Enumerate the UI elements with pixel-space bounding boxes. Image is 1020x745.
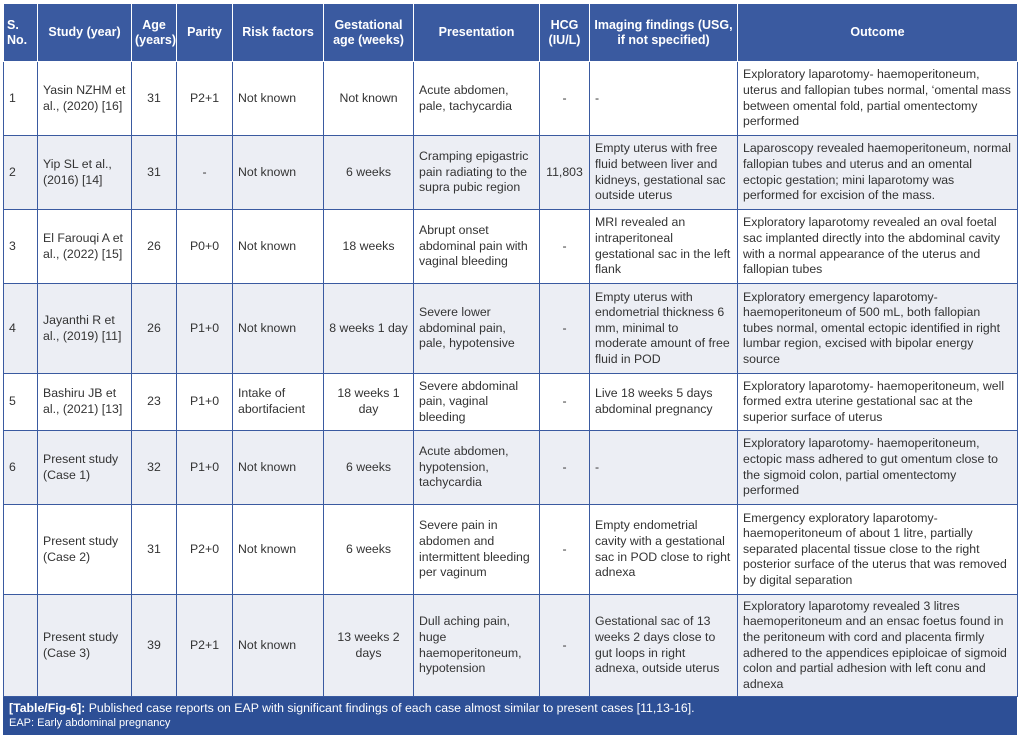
table-caption (3, 697, 1017, 735)
cell-age: 26 (132, 210, 177, 284)
cell-imaging-findings: Gestational sac of 13 weeks 2 days close to gut loops in right adnexa, outside uterus (590, 595, 738, 697)
cell-sno: 3 (4, 210, 38, 284)
caption-text: Published case reports on EAP with significant findings of each case almost similar to present cases [11,13-16]. (88, 701, 695, 715)
case-reports-table (3, 3, 1018, 697)
cell-imaging-findings: - (590, 62, 738, 136)
cell-imaging-findings: - (590, 431, 738, 505)
cell-sno: 4 (4, 284, 38, 374)
cell-gestational-age: 18 weeks 1 day (324, 374, 414, 431)
cell-hcg: - (540, 374, 590, 431)
table-container (3, 3, 1017, 735)
cell-study: Bashiru JB et al., (2021) [13] (38, 374, 132, 431)
cell-gestational-age: 6 weeks (324, 505, 414, 595)
table-row (4, 284, 1018, 374)
header-risk-factors: Risk factors (233, 4, 324, 62)
cell-gestational-age: 13 weeks 2 days (324, 595, 414, 697)
cell-parity: P1+0 (177, 284, 233, 374)
cell-study: Present study (Case 1) (38, 431, 132, 505)
cell-outcome: Exploratory laparotomy- haemoperitoneum, well formed extra uterine gestational sac at the superior surface of uterus (738, 374, 1018, 431)
cell-parity: P2+1 (177, 62, 233, 136)
cell-presentation: Severe pain in abdomen and intermittent bleeding per vaginum (414, 505, 540, 595)
cell-study: El Farouqi A et al., (2022) [15] (38, 210, 132, 284)
header-sno: S. No. (4, 4, 38, 62)
cell-risk-factors: Not known (233, 431, 324, 505)
cell-outcome: Exploratory laparotomy- haemoperitoneum, uterus and fallopian tubes normal, ‘omental mass between omental fold, partial omentectomy performed (738, 62, 1018, 136)
cell-age: 23 (132, 374, 177, 431)
caption-label: [Table/Fig-6]: (9, 701, 86, 715)
header-gestational-age: Gestational age (weeks) (324, 4, 414, 62)
cell-study: Yip SL et al., (2016) [14] (38, 136, 132, 210)
cell-hcg: 11,803 (540, 136, 590, 210)
cell-risk-factors: Not known (233, 210, 324, 284)
cell-sno: 1 (4, 62, 38, 136)
cell-presentation: Severe abdominal pain, vaginal bleeding (414, 374, 540, 431)
table-row (4, 62, 1018, 136)
cell-gestational-age: 6 weeks (324, 136, 414, 210)
cell-parity: P1+0 (177, 374, 233, 431)
cell-imaging-findings: Live 18 weeks 5 days abdominal pregnancy (590, 374, 738, 431)
cell-age: 31 (132, 62, 177, 136)
cell-sno: 2 (4, 136, 38, 210)
cell-age: 31 (132, 136, 177, 210)
cell-sno: 6 (4, 431, 38, 505)
cell-study: Present study (Case 2) (38, 505, 132, 595)
table-row (4, 595, 1018, 697)
cell-outcome: Exploratory laparotomy- haemoperitoneum, ectopic mass adhered to gut omentum close to the sigmoid colon, partial omentectomy performed (738, 431, 1018, 505)
table-body (4, 62, 1018, 697)
cell-parity: P1+0 (177, 431, 233, 505)
cell-risk-factors: Not known (233, 595, 324, 697)
cell-imaging-findings: Empty uterus with endometrial thickness 6 mm, minimal to moderate amount of free fluid in POD (590, 284, 738, 374)
cell-presentation: Acute abdomen, pale, tachycardia (414, 62, 540, 136)
cell-hcg: - (540, 505, 590, 595)
cell-outcome: Emergency exploratory laparotomy- haemoperitoneum of about 1 litre, partially separated placental tissue close to the right posterior surface of the uterus that was removed by digital separation (738, 505, 1018, 595)
cell-outcome: Exploratory laparotomy revealed 3 litres haemoperitoneum and an ensac foetus found in the peritoneum with cord and placenta firmly adhered to the appendices epiploicae of sigmoid colon and partial adhesion with left conu and adnexa (738, 595, 1018, 697)
cell-age: 31 (132, 505, 177, 595)
cell-hcg: - (540, 284, 590, 374)
cell-presentation: Cramping epigastric pain radiating to the supra pubic region (414, 136, 540, 210)
cell-sno: 5 (4, 374, 38, 431)
cell-parity: P2+0 (177, 505, 233, 595)
cell-risk-factors: Not known (233, 136, 324, 210)
cell-study: Jayanthi R et al., (2019) [11] (38, 284, 132, 374)
cell-parity: P2+1 (177, 595, 233, 697)
header-hcg: HCG (IU/L) (540, 4, 590, 62)
cell-study: Present study (Case 3) (38, 595, 132, 697)
cell-presentation: Acute abdomen, hypotension, tachycardia (414, 431, 540, 505)
cell-risk-factors: Not known (233, 284, 324, 374)
cell-sno (4, 595, 38, 697)
cell-presentation: Dull aching pain, huge haemoperitoneum, hypotension (414, 595, 540, 697)
cell-age: 26 (132, 284, 177, 374)
header-age: Age (years) (132, 4, 177, 62)
table-row (4, 374, 1018, 431)
cell-risk-factors: Not known (233, 505, 324, 595)
header-outcome: Outcome (738, 4, 1018, 62)
cell-outcome: Exploratory emergency laparotomy- haemoperitoneum of 500 mL, both fallopian tubes normal, omental ectopic identified in right lumbar region, excised with bipolar energy source (738, 284, 1018, 374)
cell-hcg: - (540, 210, 590, 284)
cell-risk-factors: Intake of abortifacient (233, 374, 324, 431)
cell-gestational-age: 18 weeks (324, 210, 414, 284)
cell-parity: P0+0 (177, 210, 233, 284)
table-row (4, 210, 1018, 284)
table-row (4, 136, 1018, 210)
cell-outcome: Exploratory laparotomy revealed an oval foetal sac implanted directly into the abdominal cavity with a normal appearance of the uterus and fallopian tubes (738, 210, 1018, 284)
cell-presentation: Severe lower abdominal pain, pale, hypotensive (414, 284, 540, 374)
header-row (4, 4, 1018, 62)
table-row (4, 431, 1018, 505)
cell-risk-factors: Not known (233, 62, 324, 136)
cell-gestational-age: 8 weeks 1 day (324, 284, 414, 374)
header-presentation: Presentation (414, 4, 540, 62)
cell-parity: - (177, 136, 233, 210)
cell-outcome: Laparoscopy revealed haemoperitoneum, normal fallopian tubes and uterus and an omental ectopic gestation; mini laparotomy was performed for excision of the mass. (738, 136, 1018, 210)
cell-presentation: Abrupt onset abdominal pain with vaginal bleeding (414, 210, 540, 284)
cell-age: 39 (132, 595, 177, 697)
cell-imaging-findings: Empty endometrial cavity with a gestational sac in POD close to right adnexa (590, 505, 738, 595)
cell-hcg: - (540, 431, 590, 505)
cell-gestational-age: Not known (324, 62, 414, 136)
cell-imaging-findings: Empty uterus with free fluid between liver and kidneys, gestational sac outside uterus (590, 136, 738, 210)
caption-abbreviation: EAP: Early abdominal pregnancy (9, 717, 171, 729)
header-parity: Parity (177, 4, 233, 62)
header-study: Study (year) (38, 4, 132, 62)
cell-imaging-findings: MRI revealed an intraperitoneal gestational sac in the left flank (590, 210, 738, 284)
cell-hcg: - (540, 595, 590, 697)
header-imaging-findings: Imaging findings (USG, if not specified) (590, 4, 738, 62)
cell-hcg: - (540, 62, 590, 136)
cell-study: Yasin NZHM et al., (2020) [16] (38, 62, 132, 136)
cell-sno (4, 505, 38, 595)
cell-age: 32 (132, 431, 177, 505)
table-row (4, 505, 1018, 595)
cell-gestational-age: 6 weeks (324, 431, 414, 505)
